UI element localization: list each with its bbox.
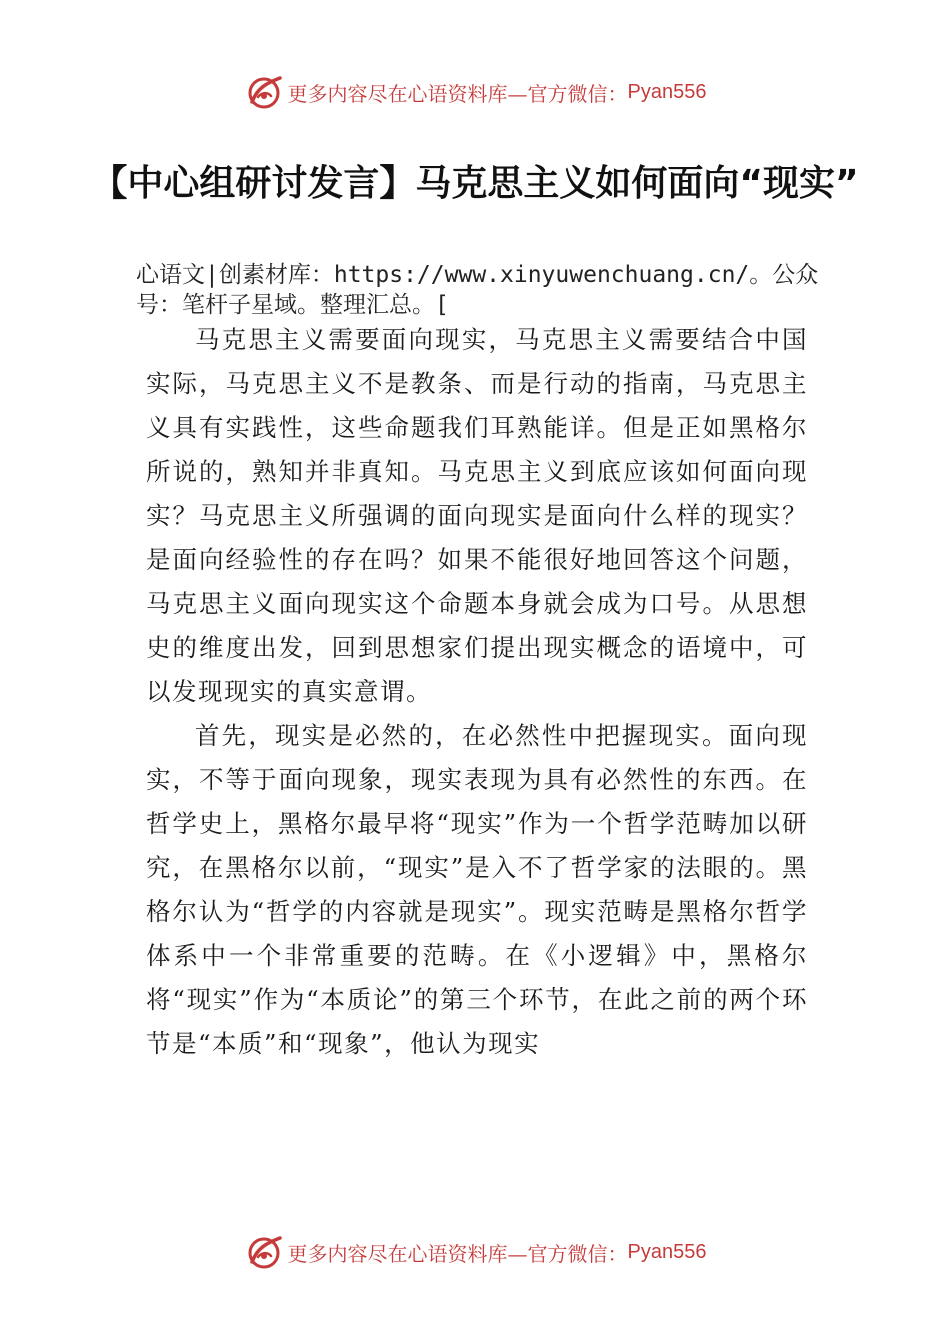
swirl-logo-icon (244, 1232, 284, 1272)
banner-text: 更多内容尽在心语资料库—官方微信： (287, 1241, 628, 1266)
swirl-logo-icon (244, 72, 284, 112)
banner-text: 更多内容尽在心语资料库—官方微信： (287, 81, 628, 106)
banner-wechat-id: Pyan556 (627, 1240, 707, 1263)
paragraph-1: 马克思主义需要面向现实，马克思主义需要结合中国实际，马克思主义不是教条、而是行动的指南，马克思主义具有实践性，这些命题我们耳熟能详。但是正如黑格尔所说的，熟知并非真知。马克思主义到底应该如何面向现实？马克思主义所强调的面向现实是面向什么样的现实？是面向经验性的存在吗？如果不能很好地回答这个问题，马克思主义面向现实这个命题本身就会成为口号。从思想史的维度出发，回到思想家们提出现实概念的语境中，可以发现现实的真实意谓。 (146, 325, 808, 706)
banner-wechat-id: Pyan556 (627, 80, 707, 103)
document-body (146, 318, 808, 1066)
header-banner (0, 70, 950, 114)
source-line: 心语文|创素材库：https://www.xinyuwenchuang.cn/。公众号：笔杆子星域。整理汇总。[ (136, 262, 819, 318)
footer-banner (0, 1230, 950, 1274)
paragraph-2: 首先，现实是必然的，在必然性中把握现实。面向现实，不等于面向现象，现实表现为具有必然性的东西。在哲学史上，黑格尔最早将“现实”作为一个哲学范畴加以研究，在黑格尔以前，“现实”是入不了哲学家的法眼的。黑格尔认为“哲学的内容就是现实”。现实范畴是黑格尔哲学体系中一个非常重要的范畴。在《小逻辑》中，黑格尔将“现实”作为“本质论”的第三个环节，在此之前的两个环节是“本质”和“现象”，他认为现实 (146, 721, 808, 1058)
document-title: 【中心组研讨发言】马克思主义如何面向“现实” (91, 163, 859, 204)
